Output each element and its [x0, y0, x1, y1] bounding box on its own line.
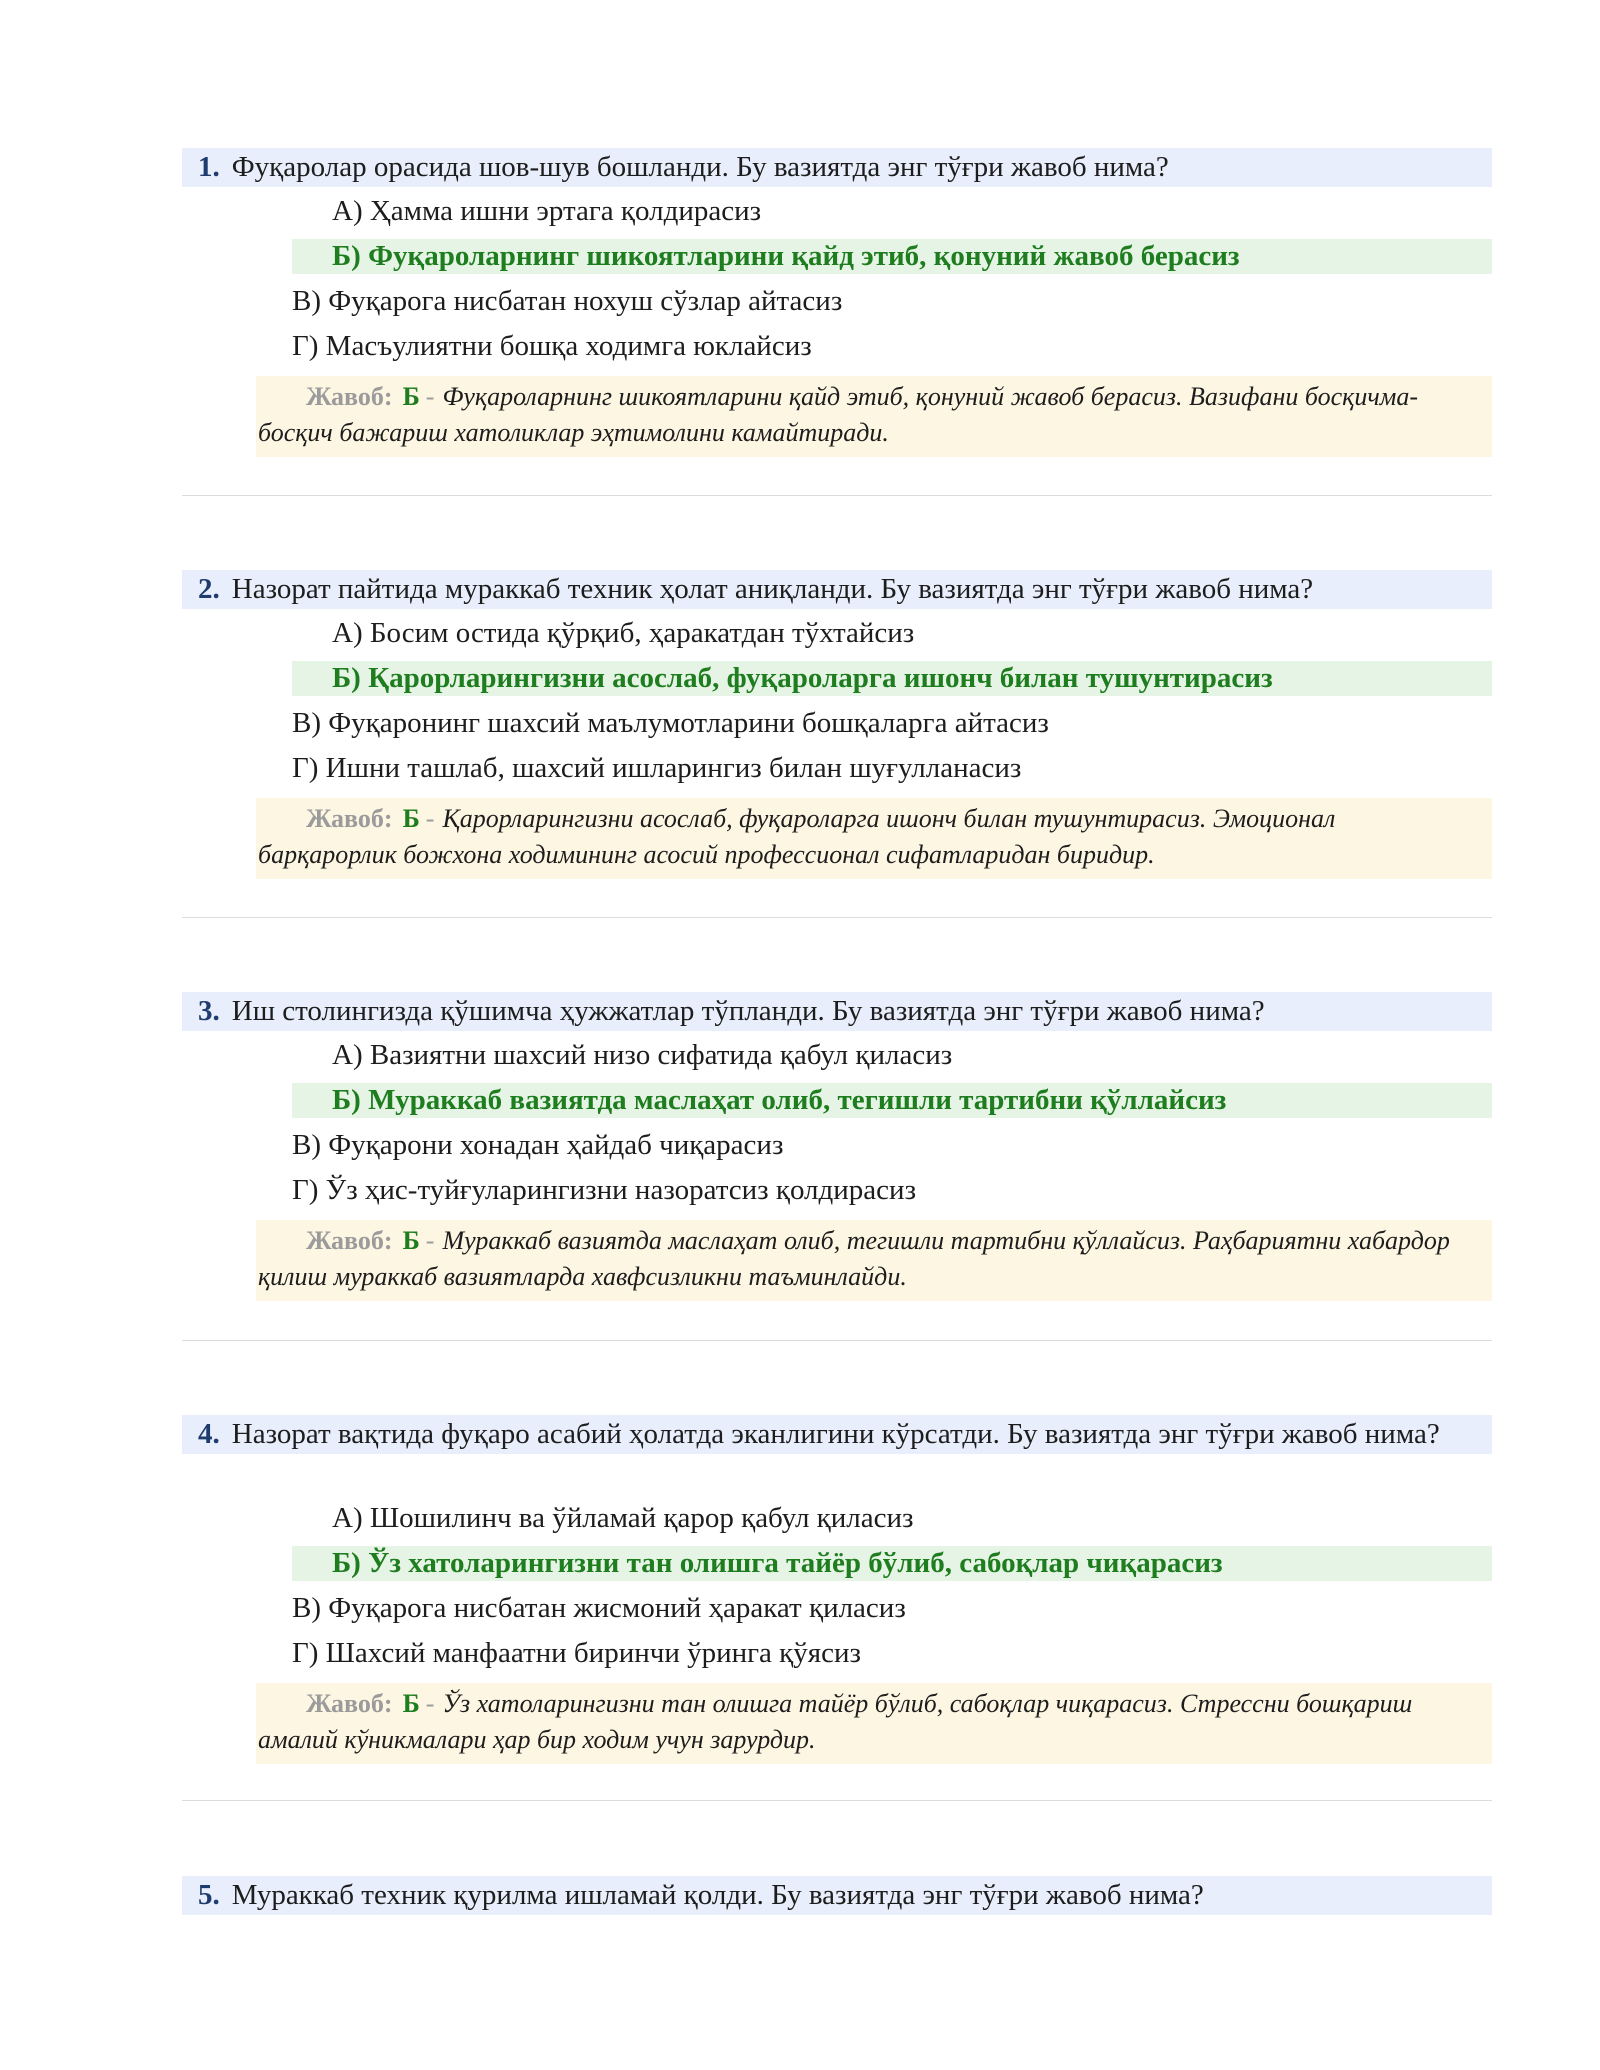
answer-letter: Б [402, 804, 420, 833]
question-number: 5. [198, 1879, 220, 1911]
option-d: Г) Масъулиятни бошқа ходимга юклайсиз [292, 330, 812, 362]
question-4 [182, 1415, 1492, 1754]
answer-explanation: Мураккаб вазиятда маслаҳат олиб, тегишли тартибни қўллайсиз. Раҳбариятни хабардор қилиш мураккаб вазиятларда хавфсизликни таъминлайди. [258, 1226, 1450, 1291]
question-prompt [182, 1415, 1492, 1454]
answer-letter: Б [402, 382, 420, 411]
question-5 [182, 1876, 1492, 1915]
question-prompt [182, 1876, 1492, 1915]
question-prompt [182, 992, 1492, 1031]
question-text: Фуқаролар орасида шов-шув бошланди. Бу вазиятда энг тўғри жавоб нима? [231, 151, 1169, 183]
option-c: В) Фуқарога нисбатан нохуш сўзлар айтасиз [292, 285, 843, 317]
divider [182, 1340, 1492, 1341]
question-number: 1. [198, 151, 220, 183]
question-3 [182, 992, 1492, 1291]
question-number: 3. [198, 995, 220, 1027]
divider [182, 495, 1492, 496]
answer-explanation: Ўз хатоларингизни тан олишга тайёр бўлиб, сабоқлар чиқарасиз. Стрессни бошқариш амалий кўникмалари ҳар бир ходим учун зарурдир. [258, 1689, 1413, 1754]
answer-dash: - [425, 804, 435, 833]
option-b-correct: Б) Ўз хатоларингизни тан олишга тайёр бўлиб, сабоқлар чиқарасиз [292, 1546, 1492, 1581]
option-c: В) Фуқарога нисбатан жисмоний ҳаракат қиласиз [292, 1592, 906, 1624]
question-number: 4. [198, 1418, 220, 1450]
answer-label: Жавоб: [306, 1689, 393, 1718]
answer-box [256, 1683, 1492, 1764]
question-text: Мураккаб техник қурилма ишламай қолди. Бу вазиятда энг тўғри жавоб нима? [231, 1879, 1204, 1911]
question-1 [182, 148, 1492, 447]
option-b-correct: Б) Қарорларингизни асослаб, фуқароларга ишонч билан тушунтирасиз [292, 661, 1492, 696]
answer-letter: Б [402, 1689, 420, 1718]
answer-box [256, 1220, 1492, 1301]
answer-label: Жавоб: [306, 1226, 393, 1255]
question-text: Иш столингизда қўшимча ҳужжатлар тўпланди. Бу вазиятда энг тўғри жавоб нима? [231, 995, 1265, 1027]
question-2 [182, 570, 1492, 869]
option-c: В) Фуқарони хонадан ҳайдаб чиқарасиз [292, 1129, 784, 1161]
option-d: Г) Ўз ҳис-туйғуларингизни назоратсиз қолдирасиз [292, 1174, 917, 1206]
answer-dash: - [425, 382, 435, 411]
option-c: В) Фуқаронинг шахсий маълумотларини бошқаларга айтасиз [292, 707, 1049, 739]
question-prompt [182, 148, 1492, 187]
answer-explanation: Қарорларингизни асослаб, фуқароларга ишонч билан тушунтирасиз. Эмоционал барқарорлик божхона ходимининг асосий профессионал сифатларидан биридир. [258, 804, 1336, 869]
option-a: А) Вазиятни шахсий низо сифатида қабул қиласиз [332, 1039, 953, 1071]
answer-letter: Б [402, 1226, 420, 1255]
answer-dash: - [425, 1689, 435, 1718]
divider [182, 917, 1492, 918]
question-text: Назорат вақтида фуқаро асабий ҳолатда эканлигини кўрсатди. Бу вазиятда энг тўғри жавоб нима? [231, 1418, 1440, 1450]
option-b-correct: Б) Мураккаб вазиятда маслаҳат олиб, тегишли тартибни қўллайсиз [292, 1083, 1492, 1118]
option-d: Г) Шахсий манфаатни биринчи ўринга қўясиз [292, 1637, 861, 1669]
question-prompt [182, 570, 1492, 609]
answer-dash: - [425, 1226, 435, 1255]
answer-label: Жавоб: [306, 804, 393, 833]
answer-box [256, 376, 1492, 457]
answer-box [256, 798, 1492, 879]
option-a: А) Босим остида қўрқиб, ҳаракатдан тўхтайсиз [332, 617, 915, 649]
option-b-correct: Б) Фуқароларнинг шикоятларини қайд этиб, қонуний жавоб берасиз [292, 239, 1492, 274]
option-a: А) Шошилинч ва ўйламай қарор қабул қиласиз [332, 1502, 914, 1534]
option-d: Г) Ишни ташлаб, шахсий ишларингиз билан шуғулланасиз [292, 752, 1022, 784]
answer-label: Жавоб: [306, 382, 393, 411]
question-text: Назорат пайтида мураккаб техник ҳолат аниқланди. Бу вазиятда энг тўғри жавоб нима? [231, 573, 1314, 605]
answer-explanation: Фуқароларнинг шикоятларини қайд этиб, қонуний жавоб берасиз. Вазифани босқичма-босқич бажариш хатоликлар эҳтимолини камайтиради. [258, 382, 1418, 447]
question-number: 2. [198, 573, 220, 605]
option-a: А) Ҳамма ишни эртага қолдирасиз [332, 195, 762, 227]
divider [182, 1800, 1492, 1801]
